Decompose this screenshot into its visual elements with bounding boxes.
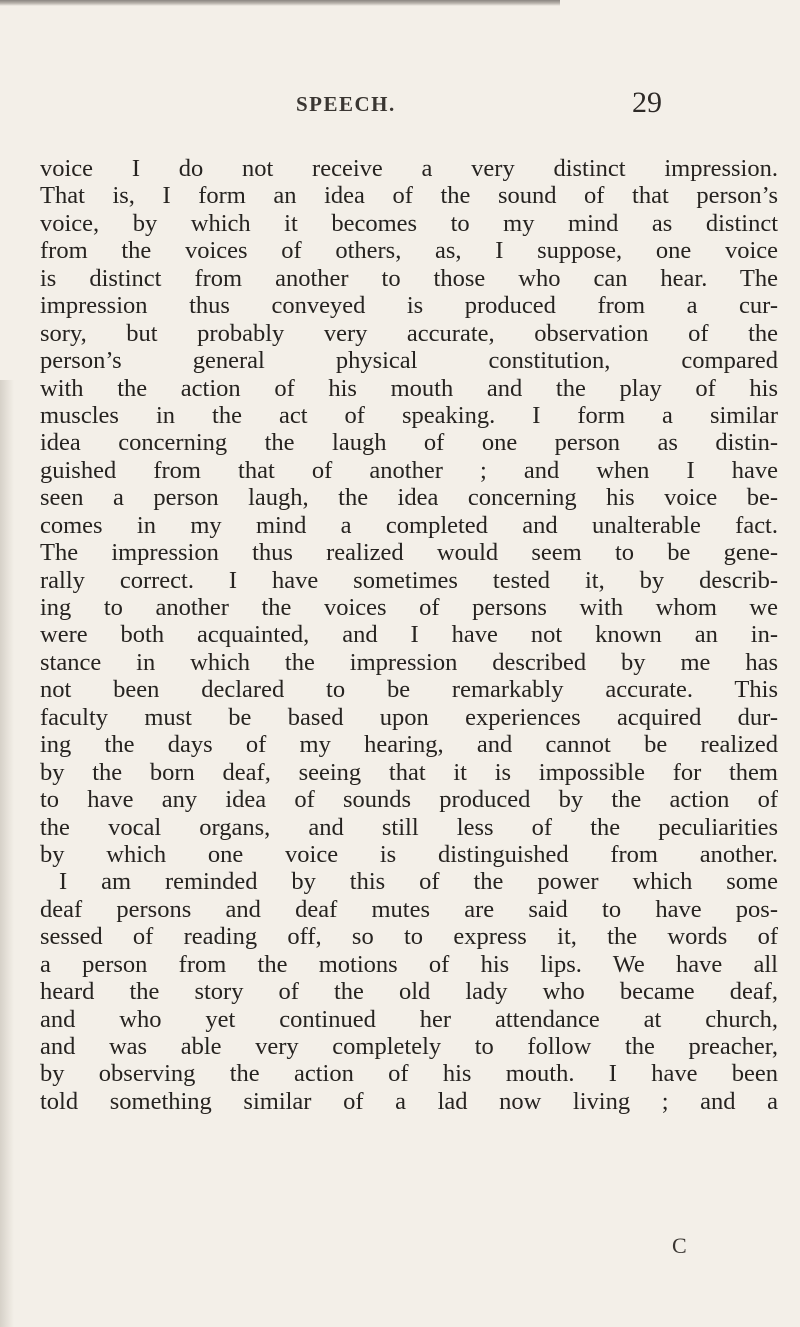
text-line: sessed of reading off, so to express it, the words of — [40, 923, 778, 951]
signature-mark: C — [672, 1233, 687, 1258]
text-line: and who yet continued her attendance at church, — [40, 1005, 778, 1033]
text-line: to have any idea of sounds produced by the action of — [40, 786, 778, 814]
body-text — [40, 155, 778, 1115]
text-line: told something similar of a lad now living ; and a — [40, 1087, 778, 1115]
text-line: were both acquainted, and I have not known an in- — [40, 621, 778, 649]
text-line: by which one voice is distinguished from another. — [40, 840, 778, 868]
text-line: That is, I form an idea of the sound of that person’s — [40, 182, 778, 210]
text-line: and was able very completely to follow the preacher, — [40, 1033, 778, 1060]
text-line: person’s general physical constitution, compared — [40, 347, 778, 375]
binding-shadow — [0, 380, 14, 1327]
text-line: rally correct. I have sometimes tested it, by describ- — [40, 566, 778, 594]
text-line: deaf persons and deaf mutes are said to have pos- — [40, 895, 778, 923]
page-number: 29 — [632, 86, 662, 119]
text-line: comes in my mind a completed and unalterable fact. — [40, 511, 778, 539]
text-line: The impression thus realized would seem to be gene- — [40, 539, 778, 567]
text-line: faculty must be based upon experiences acquired dur- — [40, 703, 778, 731]
text-line: guished from that of another ; and when I have — [40, 456, 778, 484]
text-line: seen a person laugh, the idea concerning his voice be- — [40, 484, 778, 512]
text-line: heard the story of the old lady who became deaf, — [40, 978, 778, 1006]
text-line: with the action of his mouth and the play of his — [40, 374, 778, 402]
text-line: from the voices of others, as, I suppose, one voice — [40, 237, 778, 265]
text-line: idea concerning the laugh of one person as distin- — [40, 429, 778, 457]
text-line: voice, by which it becomes to my mind as distinct — [40, 209, 778, 237]
text-line: sory, but probably very accurate, observation of the — [40, 319, 778, 347]
page-top-edge — [0, 0, 560, 6]
page-header — [0, 86, 800, 126]
running-head: SPEECH. — [296, 92, 396, 116]
text-line: stance in which the impression described by me has — [40, 648, 778, 676]
text-line: ing the days of my hearing, and cannot be realized — [40, 731, 778, 759]
text-line: muscles in the act of speaking. I form a similar — [40, 401, 778, 429]
text-line: ing to another the voices of persons with whom we — [40, 594, 778, 621]
text-line: a person from the motions of his lips. We have all — [40, 950, 778, 978]
paragraph-start-line: I am reminded by this of the power which some — [59, 868, 778, 896]
text-line: voice I do not receive a very distinct impression. — [40, 155, 778, 182]
text-line: by observing the action of his mouth. I have been — [40, 1060, 778, 1088]
text-line: is distinct from another to those who can hear. The — [40, 264, 778, 292]
text-line: not been declared to be remarkably accurate. This — [40, 676, 778, 704]
text-line: by the born deaf, seeing that it is impossible for them — [40, 758, 778, 786]
text-line: impression thus conveyed is produced from a cur- — [40, 292, 778, 320]
text-line: the vocal organs, and still less of the peculiarities — [40, 813, 778, 841]
